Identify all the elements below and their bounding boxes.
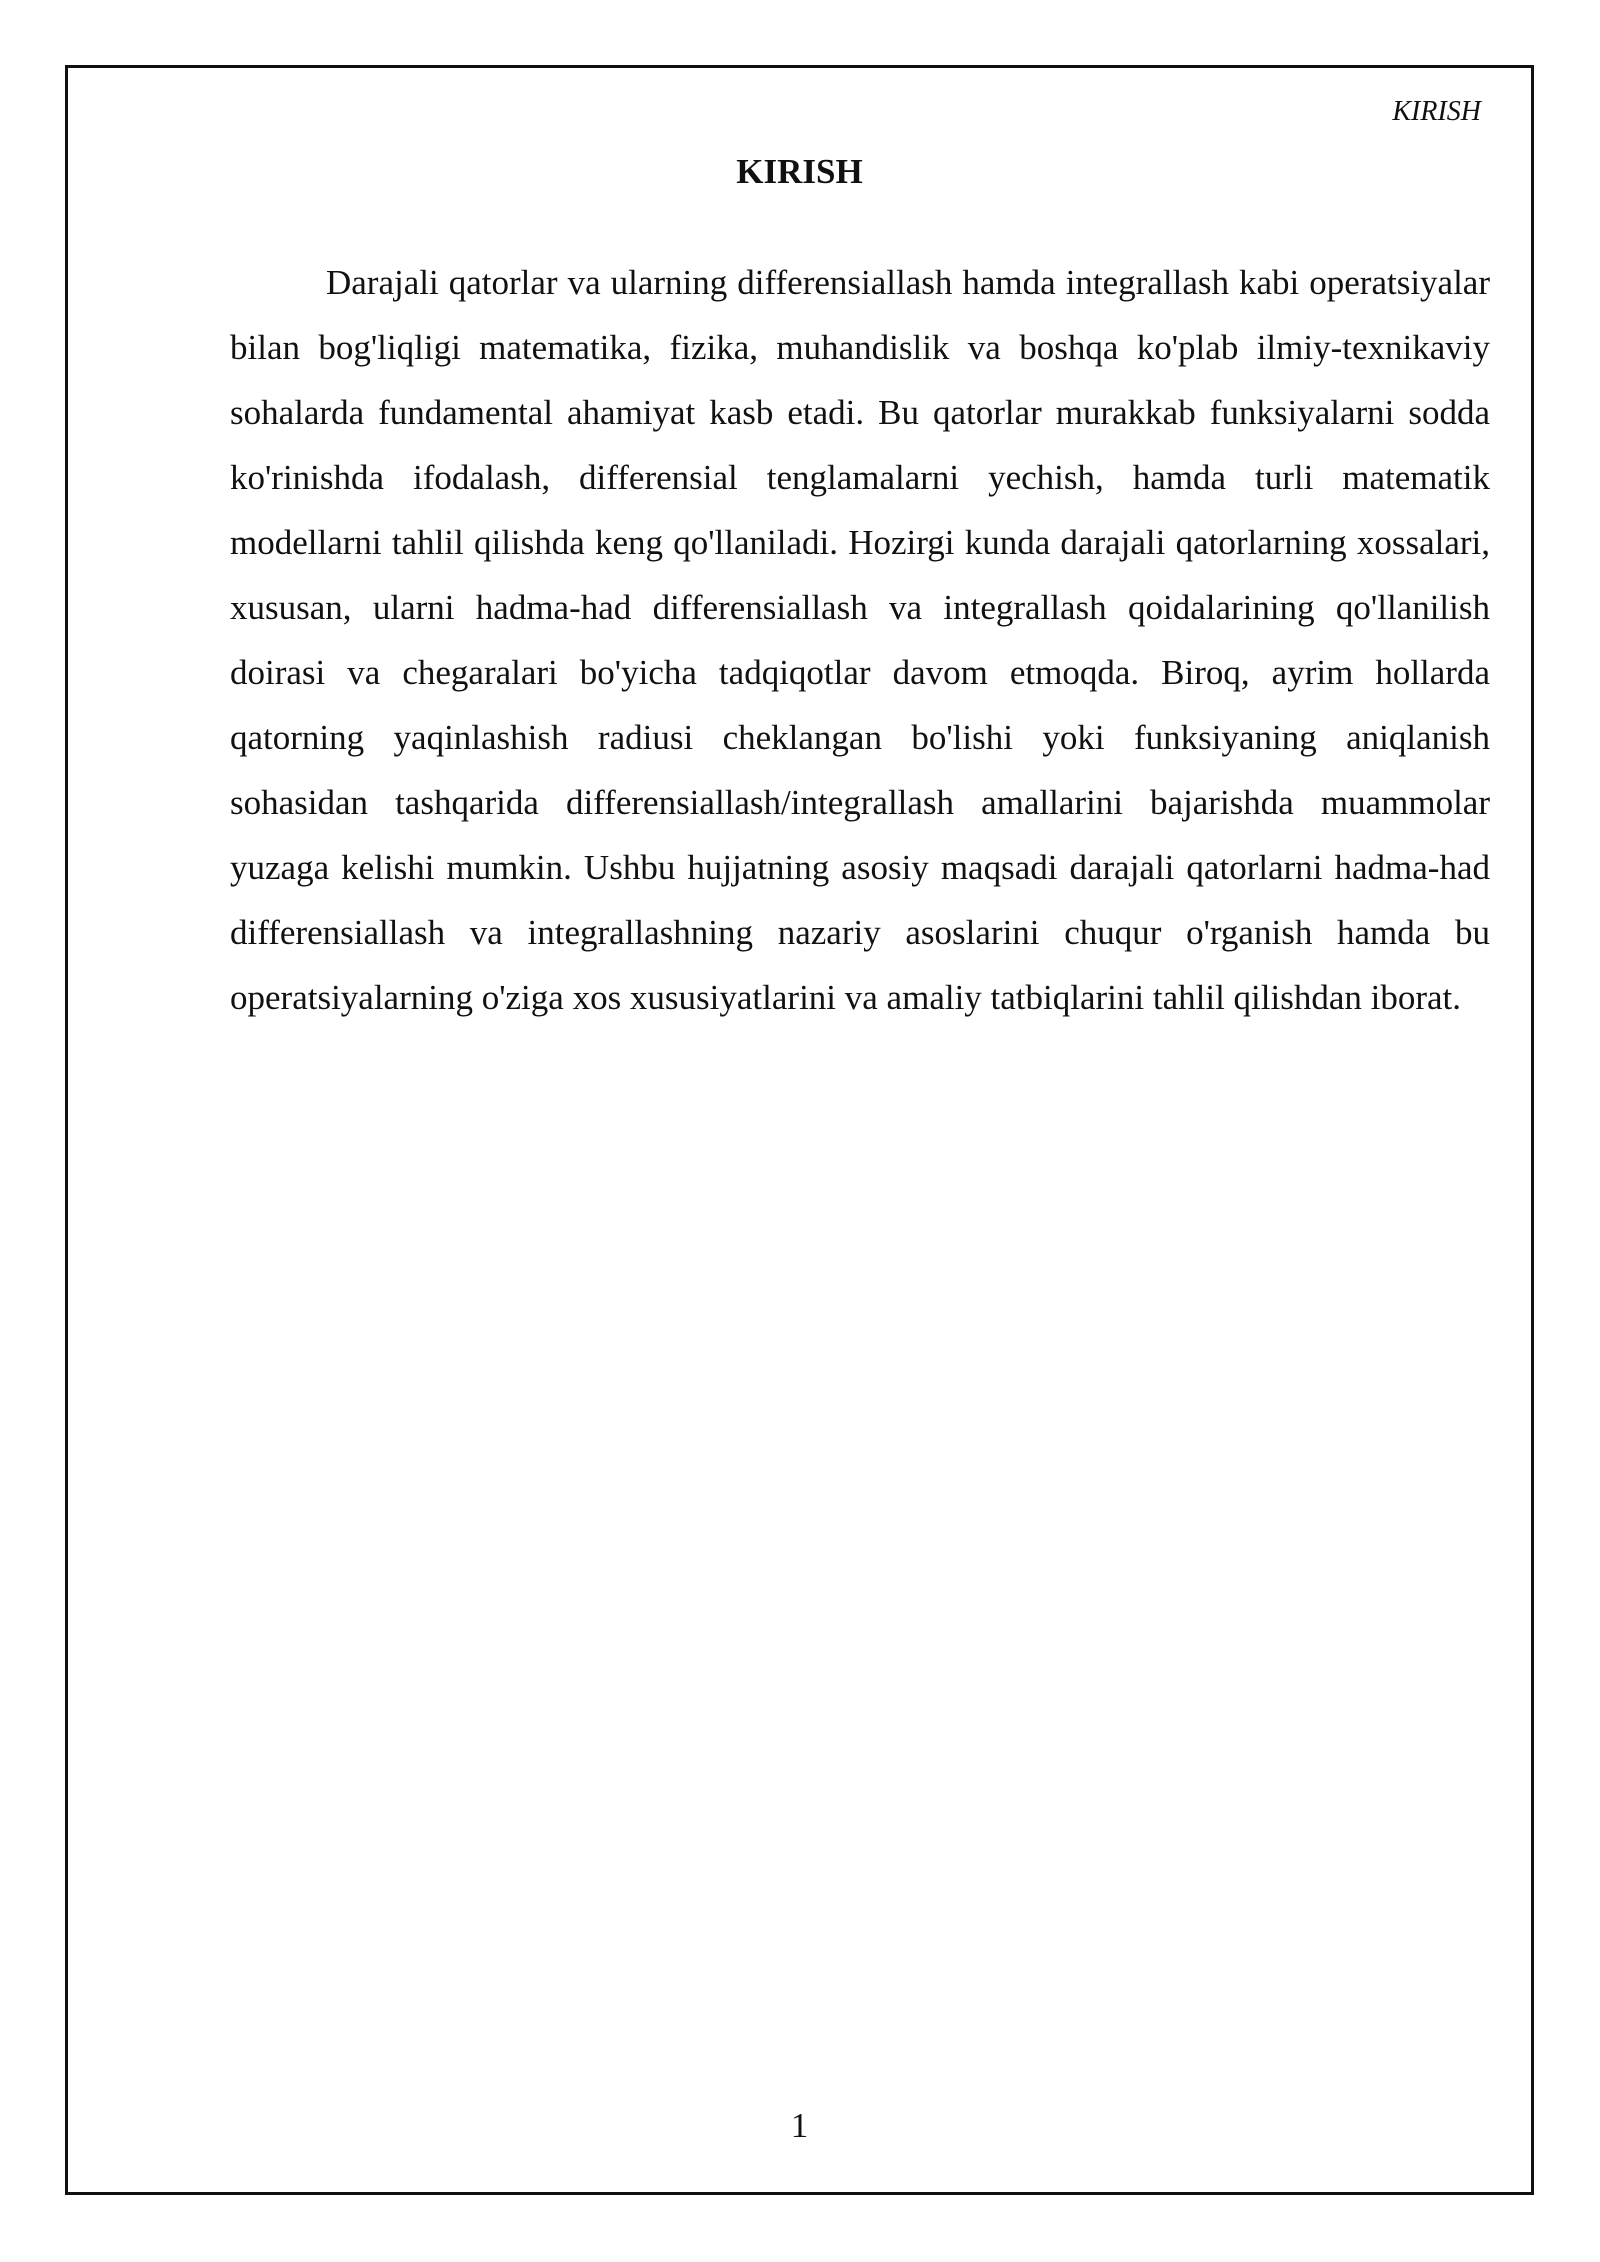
page-frame (65, 65, 1534, 2195)
intro-paragraph: Darajali qatorlar va ularning differensiallash hamda integrallash kabi operatsiyalar bilan bog'liqligi matematika, fizika, muhandislik va boshqa ko'plab ilmiy-texnikaviy sohalarda fundamental ahamiyat kasb etadi. Bu qatorlar murakkab funksiyalarni sodda ko'rinishda ifodalash, differensial tenglamalarni yechish, hamda turli matematik modellarni tahlil qilishda keng qo'llaniladi. Hozirgi kunda darajali qatorlarning xossalari, xususan, ularni hadma-had differensiallash va integrallash qoidalarining qo'llanilish doirasi va chegaralari bo'yicha tadqiqotlar davom etmoqda. Biroq, ayrim hollarda qatorning yaqinlashish radiusi cheklangan bo'lishi yoki funksiyaning aniqlanish sohasidan tashqarida differensiallash/integrallash amallarini bajarishda muammolar yuzaga kelishi mumkin. Ushbu hujjatning asosiy maqsadi darajali qatorlarni hadma-had differensiallash va integrallashning nazariy asoslarini chuqur o'rganish hamda bu operatsiyalarning o'ziga xos xususiyatlarini va amaliy tatbiqlarini tahlil qilishdan iborat. (230, 263, 1490, 1017)
section-title: KIRISH (736, 152, 863, 191)
running-header: KIRISH (1392, 96, 1481, 127)
page-number: 1 (790, 2106, 809, 2145)
